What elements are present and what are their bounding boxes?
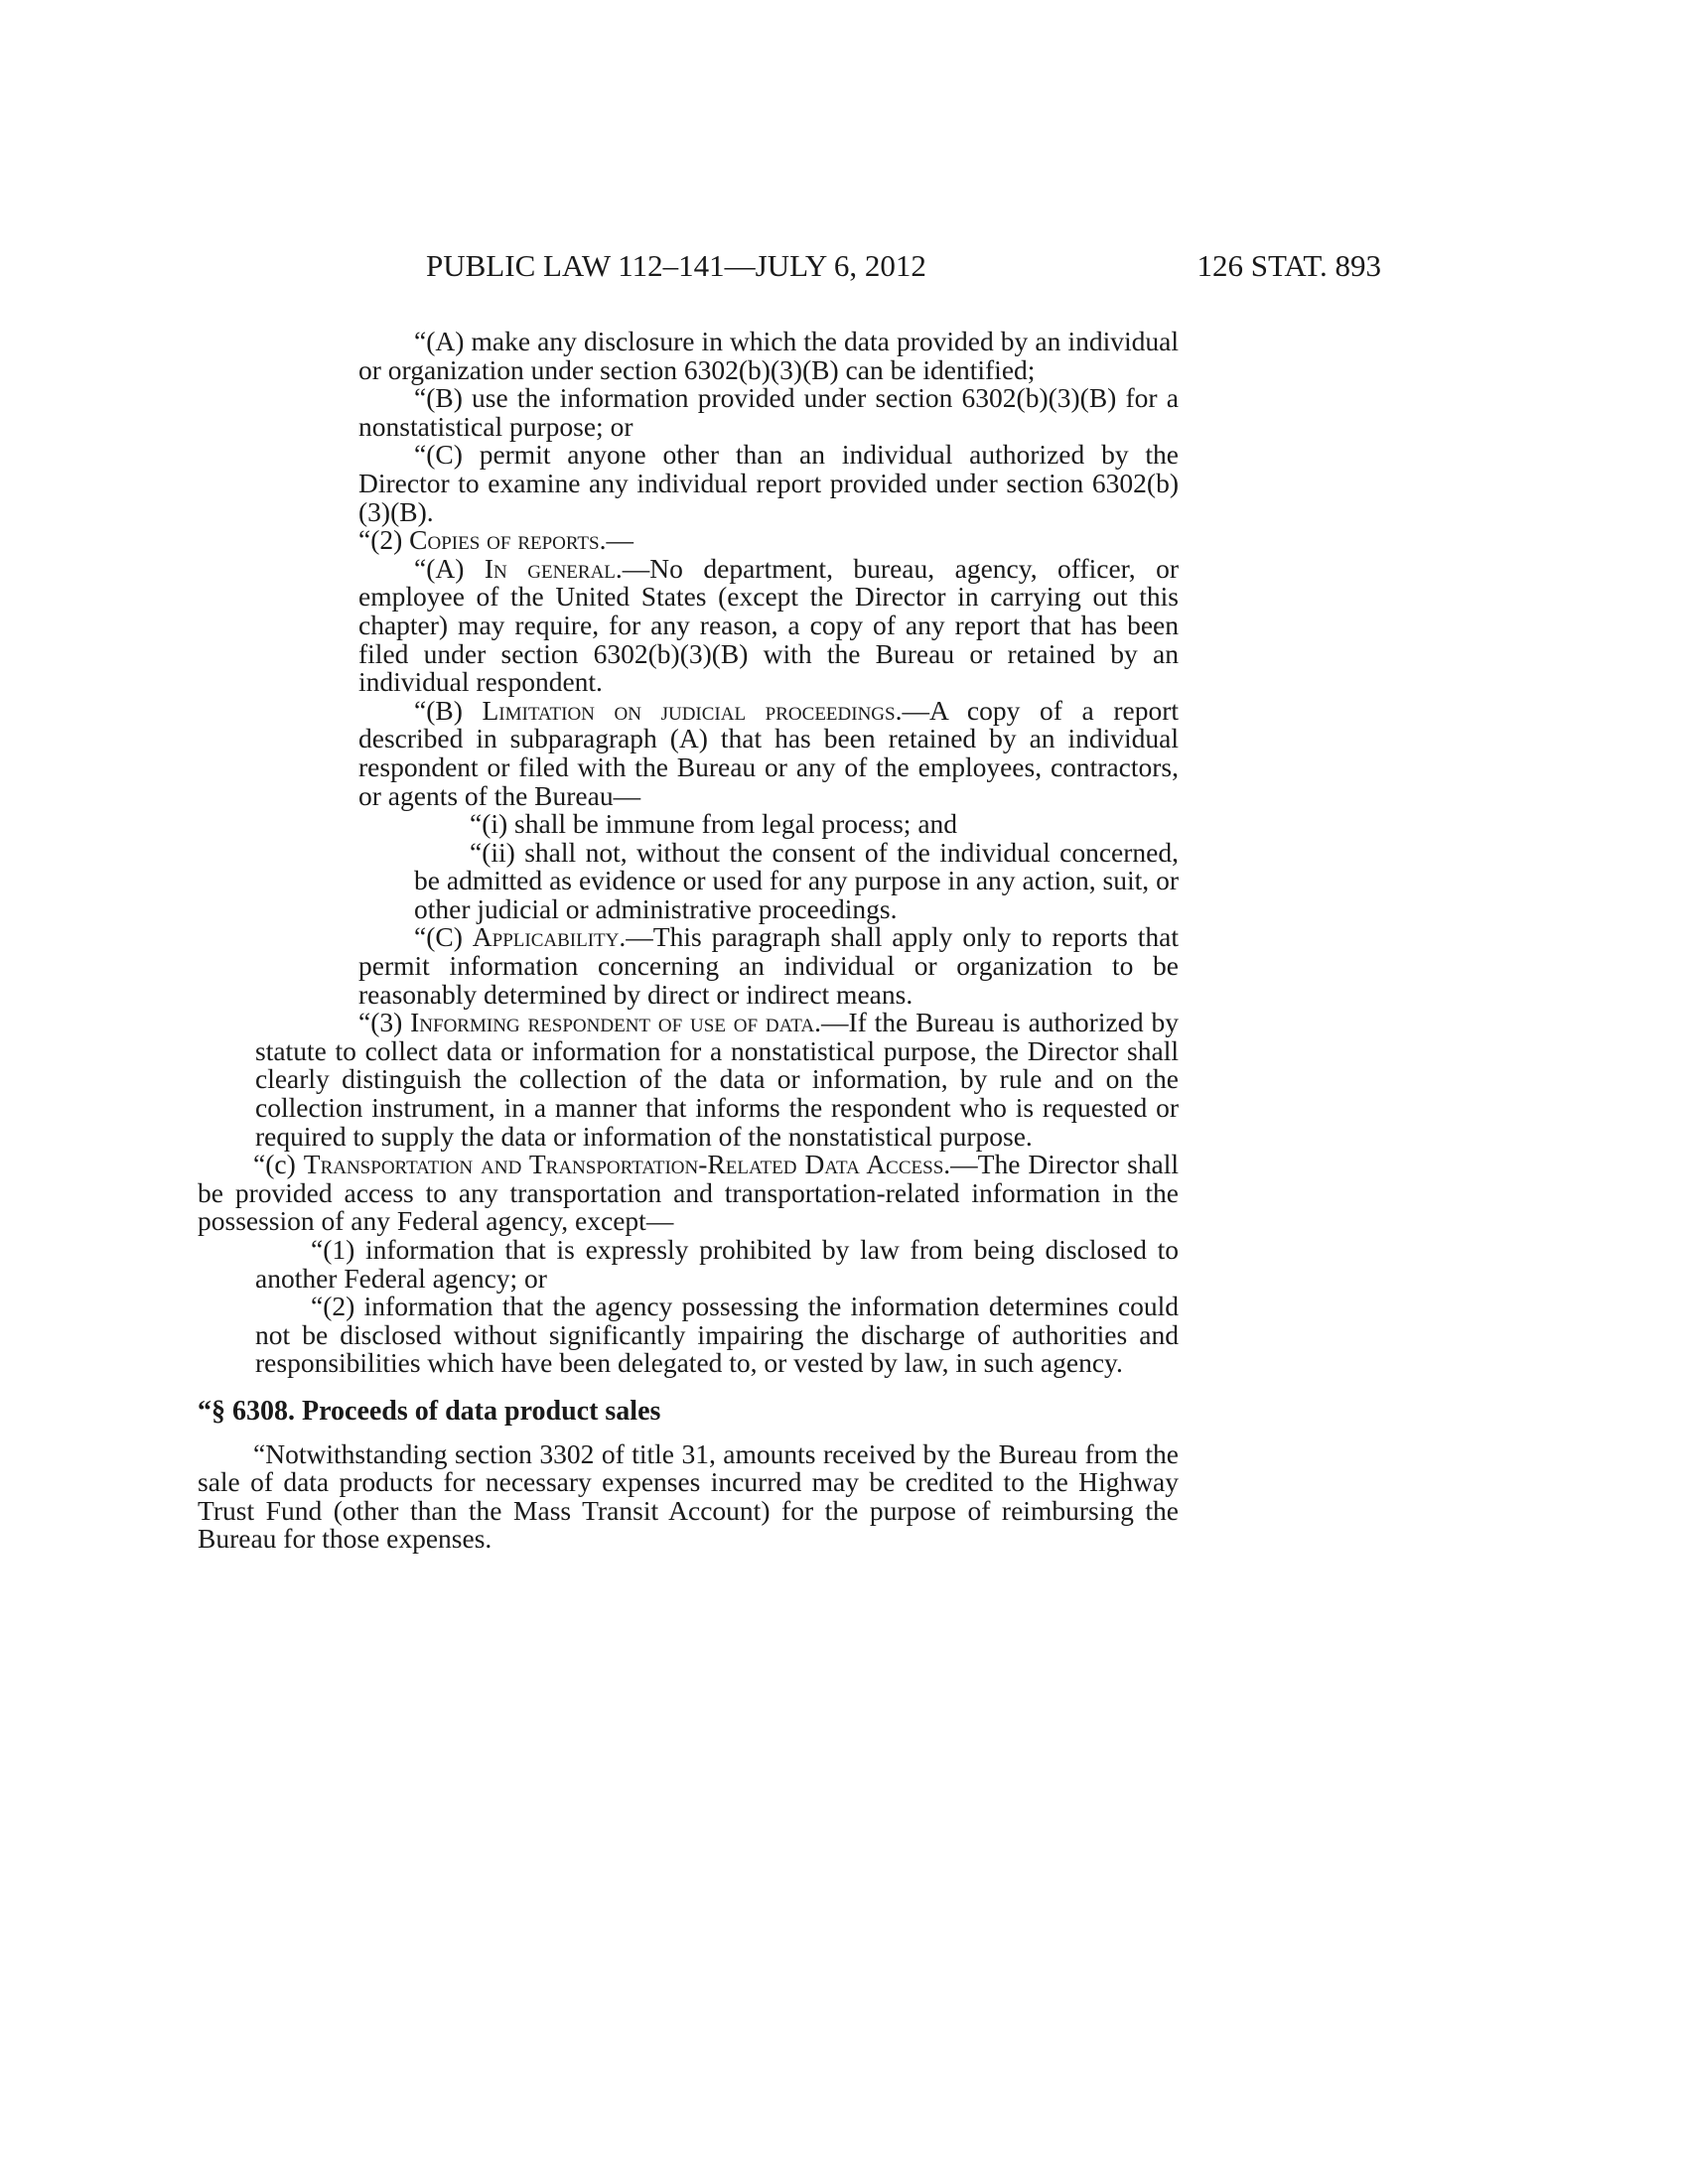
paragraph-2-b-heading: Limitation on judicial proceedings (482, 694, 896, 726)
paragraph-3-heading: Informing respondent of use of data (410, 1007, 815, 1038)
paragraph-2-b: “(B) Limitation on judicial proceedings.—A copy of a report described in subparagraph (A) that has been retained by an individual respondent or filed with the Bureau or any of the employees, contractors, or agents of the Bureau— (358, 694, 1179, 811)
paragraph-3: “(3) Informing respondent of use of data.—If the Bureau is authorized by statute to collect data or information for a nonstatistical purpose, the Director shall clearly distinguish the collection of the data or information, by rule and on the collection instrument, in a manner that informs the respondent who is requested or required to supply the data or information of the nonstatistical purpose. (255, 1007, 1179, 1152)
section-6308-heading: “§ 6308. Proceeds of data product sales (198, 1395, 661, 1427)
page-header (426, 248, 1381, 288)
public-law-header: PUBLIC LAW 112–141—JULY 6, 2012 (426, 248, 926, 283)
subsection-c-heading: Transportation and Transportation-Related Data Access (303, 1149, 944, 1180)
paragraph-2-a: “(A) In general.—No department, bureau, agency, officer, or employee of the United States (except the Director in carrying out this chapter) may require, for any reason, a copy of any report that has been filed under section 6302(b)(3)(B) with the Bureau or retained by an individual respondent. (358, 552, 1179, 698)
statute-page-number: 126 STAT. 893 (1196, 248, 1381, 283)
clause-i: “(i) shall be immune from legal process; and (470, 808, 958, 840)
subparagraph-c: “(C) permit anyone other than an individual authorized by the Director to examine any individual report provided under section 6302(b)(3)(B). (358, 439, 1179, 527)
paragraph-2-a-heading: In general (484, 552, 616, 584)
document-body (198, 326, 1180, 1555)
subsection-c-1: “(1) information that is expressly prohibited by law from being disclosed to another Federal agency; or (255, 1234, 1179, 1294)
subsection-c-2: “(2) information that the agency possessing the information determines could not be disclosed without significantly impairing the discharge of authorities and responsibilities which have been delegated to, or vested by law, in such agency. (255, 1291, 1179, 1379)
paragraph-2-c-heading: Applicability (472, 921, 620, 953)
paragraph-2: “(2) Copies of reports.— (358, 524, 633, 556)
subparagraph-b: “(B) use the information provided under section 6302(b)(3)(B) for a nonstatistical purpose; or (358, 382, 1179, 442)
paragraph-2-heading: Copies of reports (409, 524, 600, 556)
clause-ii: “(ii) shall not, without the consent of the individual concerned, be admitted as evidence or used for any purpose in any action, suit, or other judicial or administrative proceedings. (414, 836, 1179, 924)
section-6308-text: “Notwithstanding section 3302 of title 31, amounts received by the Bureau from the sale of data products for necessary expenses incurred may be credited to the Highway Trust Fund (other than the Mass Transit Account) for the purpose of reimbursing the Bureau for those expenses. (198, 1437, 1179, 1555)
paragraph-2-c: “(C) Applicability.—This paragraph shall apply only to reports that permit information concerning an individual or organization to be reasonably determined by direct or indirect means. (358, 921, 1179, 1010)
subsection-c: “(c) Transportation and Transportation-Related Data Access.—The Director shall be provided access to any transportation and transportation-related information in the possession of any Federal agency, except— (198, 1149, 1180, 1237)
subparagraph-a: “(A) make any disclosure in which the data provided by an individual or organization under section 6302(b)(3)(B) can be identified; (358, 326, 1179, 385)
